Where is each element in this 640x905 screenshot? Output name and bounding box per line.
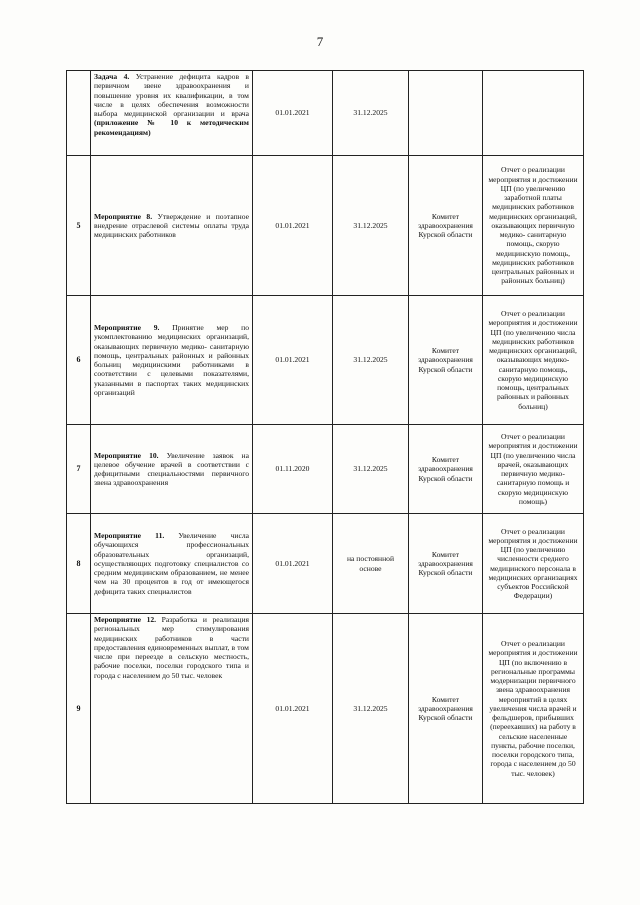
- activity-title: Мероприятие 11.: [94, 531, 165, 541]
- table-row: [67, 296, 584, 425]
- executor-cell: Комитет здравоохранения Курской области: [409, 425, 483, 514]
- row-number-cell: 6: [67, 296, 91, 425]
- activity-text: Увеличение заявок на целевое обучение врачей в соответствии с дефицитными специальностями первичного звена здравоохранения: [94, 450, 249, 488]
- task-title: Задача 4.: [94, 72, 130, 81]
- activity-text: Принятие мер по укомплектованию медицинских организаций, оказывающих первичную медико- санитарную помощь, центральных районных и районных больниц медицинскими работниками в соответствии с целевыми показателями, указанными в паспортах таких медицинских организаций: [94, 323, 249, 397]
- end-date-cell: 31.12.2025: [333, 296, 409, 425]
- end-date-cell: 31.12.2025: [333, 71, 409, 156]
- activity-description-cell: [91, 514, 253, 614]
- table-row-task-4: [67, 71, 584, 156]
- activity-description-cell: [91, 425, 253, 514]
- executor-cell: Комитет здравоохранения Курской области: [409, 156, 483, 296]
- start-date-cell: 01.11.2020: [253, 425, 333, 514]
- task-description-cell: [91, 71, 253, 156]
- start-date-cell: 01.01.2021: [253, 156, 333, 296]
- activity-description-cell: [91, 614, 253, 804]
- activity-description-cell: [91, 296, 253, 425]
- activity-text: Увеличение числа обучающихся профессиональных образовательных организаций, осуществляющих подготовку специалистов со средним медицинским образованием, не менее чем на 30 процентов в год от имеющегося дефицита таких специалистов: [94, 531, 249, 596]
- start-date-cell: 01.01.2021: [253, 514, 333, 614]
- executor-cell: Комитет здравоохранения Курской области: [409, 296, 483, 425]
- row-number-cell: [67, 71, 91, 156]
- activity-description-cell: [91, 156, 253, 296]
- table-row: [67, 156, 584, 296]
- end-date-cell: 31.12.2025: [333, 614, 409, 804]
- end-date-cell: 31.12.2025: [333, 156, 409, 296]
- start-date-cell: 01.01.2021: [253, 614, 333, 804]
- end-date-cell: 31.12.2025: [333, 425, 409, 514]
- task-appendix: (приложение № 10 к методическим рекомендациям): [94, 118, 249, 137]
- report-cell: Отчет о реализации мероприятия и достижении ЦП (по увеличению заработной платы медицинских работников медицинских организаций, оказывающих первичную медико- санитарную помощь, скорую медицинскую помощь, медицинских работников центральных районных и районных больниц): [483, 156, 584, 296]
- report-cell: Отчет о реализации мероприятия и достижении ЦП (по увеличению числа медицинских работников медицинских организаций, оказывающих медико-санитарную помощь, скорую медицинскую помощь, центральных районных и районных больниц): [483, 296, 584, 425]
- activity-title: Мероприятие 8.: [94, 211, 153, 221]
- activity-text: Разработка и реализация региональных мер стимулирования медицинских работников в части предоставления единовременных выплат, в том числе при переезде в сельскую местность, рабочие поселки, поселки городского типа и города с населением до 50 тыс. человек: [94, 615, 249, 680]
- table-row: [67, 425, 584, 514]
- start-date-cell: 01.01.2021: [253, 71, 333, 156]
- start-date-cell: 01.01.2021: [253, 296, 333, 425]
- activity-title: Мероприятие 12.: [94, 615, 157, 624]
- report-cell: Отчет о реализации мероприятия и достижении ЦП (по включению в региональные программы модернизации первичного звена здравоохранения мероприятий в целях увеличения числа врачей и фельдшеров, прибывших (переехавших) на работу в сельские населенные пункты, рабочие поселки, поселки городского типа, города с населением до 50 тыс. человек): [483, 614, 584, 804]
- end-date-cell: на постоянной основе: [333, 514, 409, 614]
- executor-cell: Комитет здравоохранения Курской области: [409, 614, 483, 804]
- activity-title: Мероприятие 9.: [94, 323, 160, 332]
- page-number: 7: [316, 34, 324, 49]
- executor-cell: [409, 71, 483, 156]
- table-row: [67, 614, 584, 804]
- row-number-cell: 9: [67, 614, 91, 804]
- row-number-cell: 7: [67, 425, 91, 514]
- activity-text: Утверждение и поэтапное внедрение отраслевой системы оплаты труда медицинских работников: [94, 211, 249, 240]
- row-number-cell: 8: [67, 514, 91, 614]
- activity-title: Мероприятие 10.: [94, 450, 159, 460]
- report-cell: Отчет о реализации мероприятия и достижении ЦП (по увеличению числа врачей, оказывающих первичную медико-санитарную помощь и скорую медицинскую помощь): [483, 425, 584, 514]
- report-cell: Отчет о реализации мероприятия и достижении ЦП (по увеличению численности среднего медицинского персонала в медицинских организациях субъектов Российской Федерации): [483, 514, 584, 614]
- executor-cell: Комитет здравоохранения Курской области: [409, 514, 483, 614]
- task-text: Устранение дефицита кадров в первичном звене здравоохранения и повышение уровня их квалификации, в том числе в целях обеспечения возможности выбора медицинской организации и врача: [94, 72, 250, 118]
- row-number-cell: 5: [67, 156, 91, 296]
- report-cell: [483, 71, 584, 156]
- activities-table: [66, 70, 584, 804]
- table-row: [67, 514, 584, 614]
